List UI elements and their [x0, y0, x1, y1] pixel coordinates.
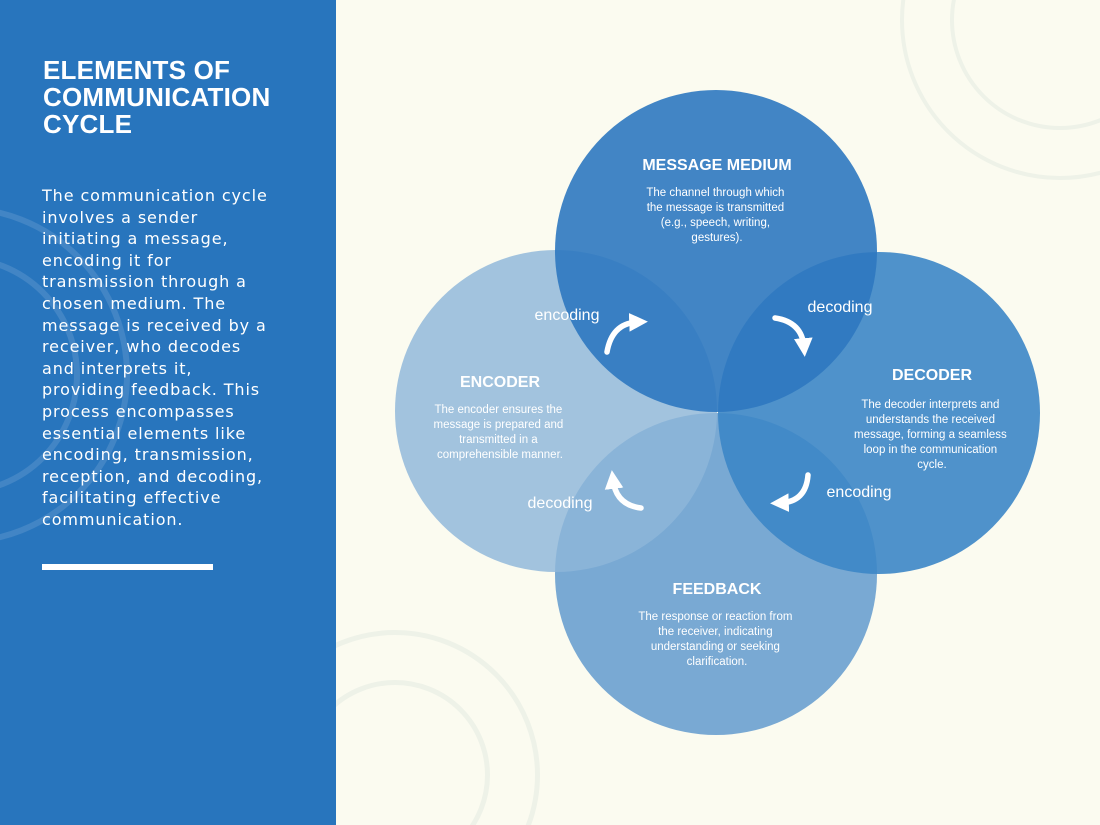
flow-label-decoding-top: decoding — [807, 299, 873, 316]
message-medium-description-line: The channel through which — [646, 187, 785, 199]
feedback-description-line: the receiver, indicating — [658, 626, 773, 638]
message-medium-title: MESSAGE MEDIUM — [642, 157, 792, 174]
decoder-description-line: cycle. — [917, 459, 947, 471]
description-line: involves a sender — [42, 207, 199, 227]
feedback-description-line: The response or reaction from — [638, 611, 793, 623]
encoder-description-line: transmitted in a — [459, 434, 538, 446]
encoder-description-line: comprehensible manner. — [437, 449, 563, 461]
description-line: providing feedback. This — [42, 380, 261, 400]
encoder-description-line: message is prepared and — [433, 419, 564, 431]
description-line: and interprets it, — [42, 358, 193, 378]
decoder-description-line: loop in the communication — [863, 444, 998, 456]
encoder-title: ENCODER — [459, 374, 541, 391]
description-line: communication. — [42, 509, 184, 529]
page-title-line: COMMUNICATION — [43, 82, 271, 112]
description-line: receiver, who decodes — [42, 337, 242, 357]
encoder-description-line: The encoder ensures the — [434, 404, 563, 416]
description-line: The communication cycle — [42, 186, 268, 205]
description-line: transmission through a — [42, 272, 247, 292]
feedback-description-line: understanding or seeking — [650, 641, 780, 653]
flow-label-encoding-bottom: encoding — [826, 484, 892, 501]
message-medium-description-line: the message is transmitted — [646, 202, 785, 214]
description-line: essential elements like — [42, 423, 247, 443]
feedback-description-line: clarification. — [686, 656, 748, 668]
decoder-description-line: message, forming a seamless — [854, 429, 1007, 441]
decoder-description-line: understands the received — [865, 414, 995, 426]
flow-label-encoding-top: encoding — [534, 307, 600, 324]
description-line: encoding, transmission, — [42, 445, 254, 465]
description-line: process encompasses — [42, 401, 235, 421]
description-line: message is received by a — [42, 315, 267, 335]
message-medium-circle — [555, 90, 877, 412]
page-title-line: ELEMENTS OF — [43, 55, 231, 85]
description-line: chosen medium. The — [42, 293, 227, 313]
description-line: encoding it for — [42, 250, 172, 270]
description-line: facilitating effective — [42, 488, 222, 508]
flow-label-decoding-bottom: decoding — [527, 495, 593, 512]
message-medium-description-line: (e.g., speech, writing, — [660, 217, 771, 229]
decoder-title: DECODER — [891, 367, 973, 384]
description-line: reception, and decoding, — [42, 466, 264, 486]
description-line: initiating a message, — [42, 229, 229, 249]
message-medium-description-line: gestures). — [691, 232, 743, 244]
feedback-title: FEEDBACK — [672, 581, 762, 598]
decoder-description-line: The decoder interprets and — [861, 399, 1000, 411]
page-title-line: CYCLE — [43, 109, 133, 139]
